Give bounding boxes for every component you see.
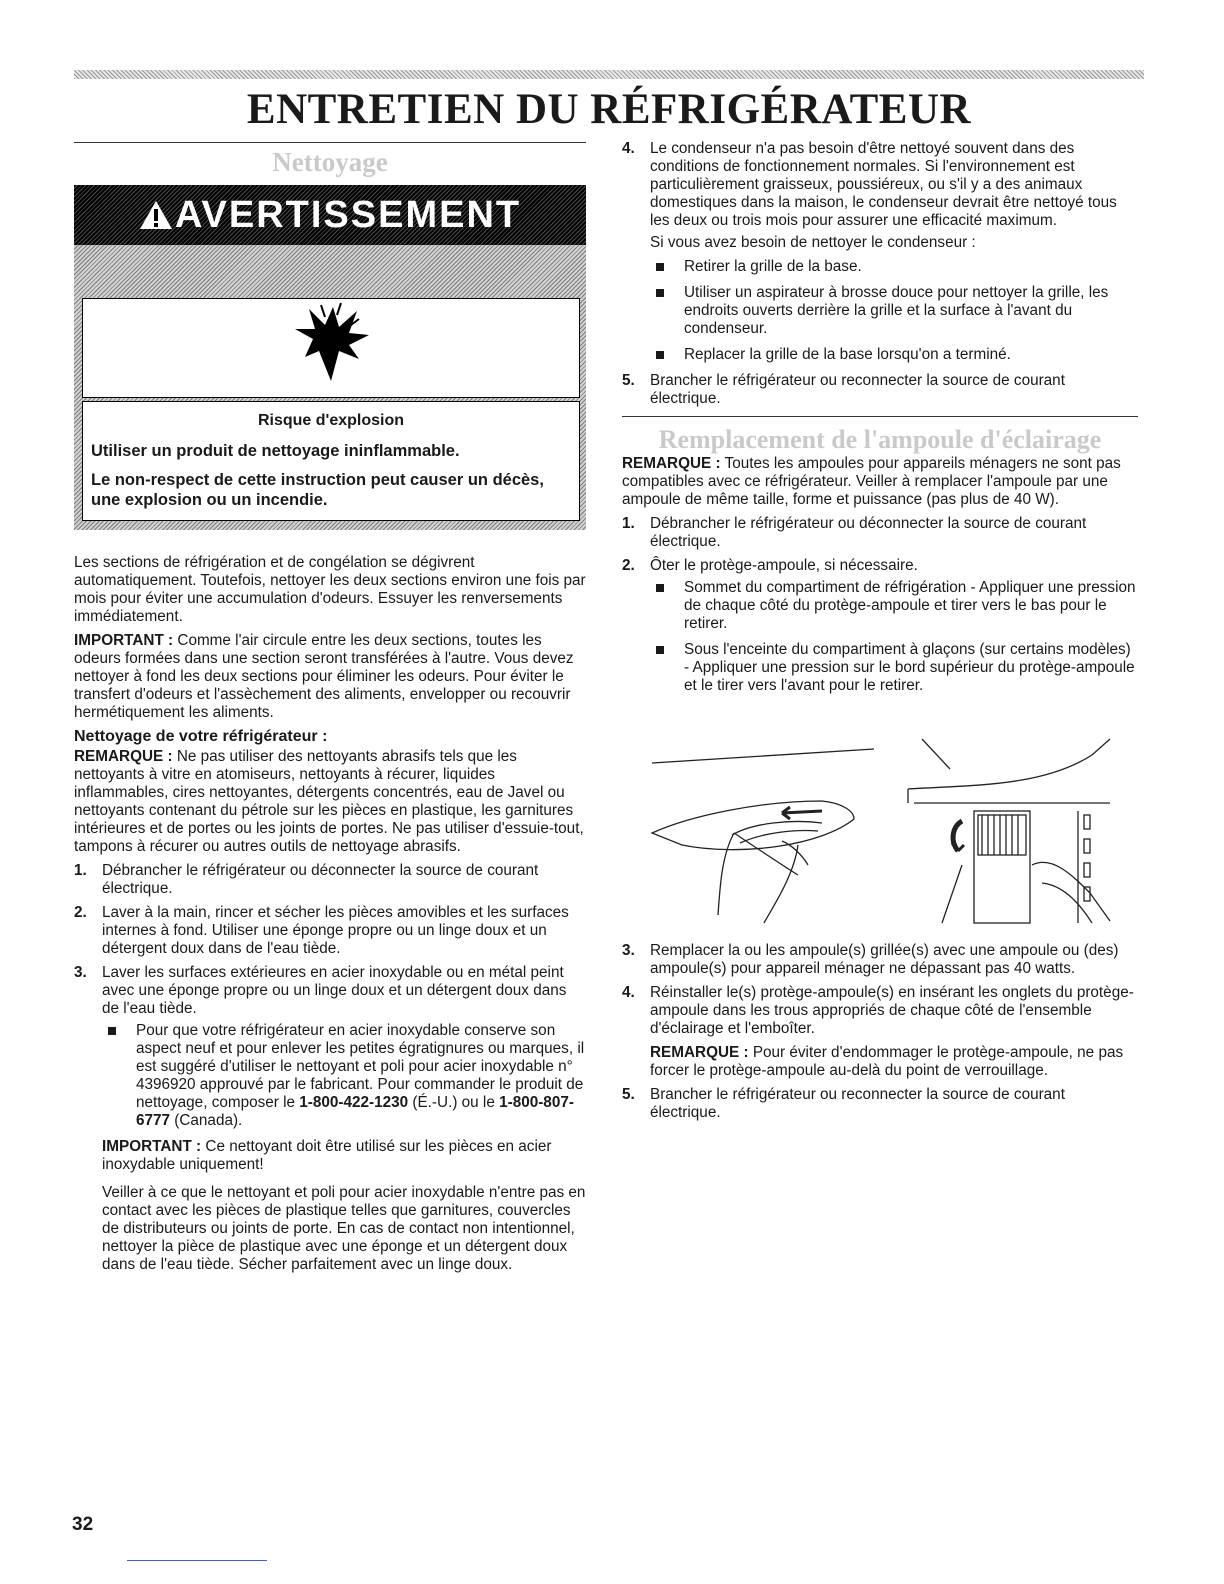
step-text: Laver les surfaces extérieures en acier inoxydable ou en métal peint avec une éponge propre ou un linge doux et un détergent doux dans de l'eau tiède.: [102, 964, 567, 1017]
list-item: [650, 579, 1138, 633]
bullet-icon: [656, 584, 664, 592]
step-text: Réinstaller le(s) protège-ampoule(s) en insérant les onglets du protège-ampoule dans les trous appropriés de chaque côté de l'ensemble d'éclairage et l'emboîter.: [650, 984, 1134, 1037]
section-rule: [622, 416, 1138, 417]
condenser-bullets: [650, 258, 1138, 364]
note-text: Ne pas utiliser des nettoyants abrasifs tels que les nettoyants à vitre en atomiseurs, nettoyants à récurer, liquides inflammables, cires nettoyantes, détergents concentrés, eau de Javel ou nettoyants contenant du pétrole sur les pièces en plastique, les garnitures intérieures et de portes ou les joints de portes. Ne pas utiliser d'essuie-tout, tampons à récurer ou autres outils de nettoyage abrasifs.: [74, 748, 584, 855]
step-number: 3.: [622, 942, 635, 959]
step-text: Laver à la main, rincer et sécher les pièces amovibles et les surfaces internes à fond. Utiliser une éponge propre ou un linge doux et un détergent doux dans de l'eau tiède.: [102, 904, 569, 957]
warning-hazard: Risque d'explosion: [257, 412, 405, 429]
condenser-intro: Si vous avez besoin de nettoyer le condenseur :: [650, 234, 976, 251]
list-item: [622, 1086, 1138, 1122]
bullet-text: Pour que votre réfrigérateur en acier inoxydable conserve son aspect neuf et pour enlever les petites égratignures ou marques, il est suggéré d'utiliser le nettoyant et poli pour acier inoxydable n° 4396920 approuvé par le fabricant. Pour commander le produit de nettoyage, composer le: [136, 1022, 585, 1111]
note-label: REMARQUE :: [650, 1044, 749, 1061]
cleaning-subheading: Nettoyage de votre réfrigérateur :: [74, 728, 328, 745]
caution-paragraph: Veiller à ce que le nettoyant et poli pour acier inoxydable n'entre pas en contact avec les pièces de plastique telles que garnitures, couvercles de distributeurs ou joints de porte. En cas de contact non intentionnel, nettoyer la pièce de plastique avec une éponge et un détergent doux dans de l'eau tiède. Sécher parfaitement avec un linge doux.: [102, 1184, 586, 1273]
important-label: IMPORTANT :: [74, 632, 174, 649]
page-title: ENTRETIEN DU RÉFRIGÉRATEUR: [246, 86, 972, 133]
step-number: 5.: [622, 372, 635, 389]
list-item: [74, 862, 586, 898]
warning-line-1: Utiliser un produit de nettoyage ininflammable.: [91, 442, 460, 460]
cleaning-steps: [74, 862, 586, 1274]
step-number: 1.: [622, 515, 635, 532]
top-decorative-bar: [74, 70, 1144, 79]
note-text: Pour éviter d'endommager le protège-ampoule, ne pas forcer le protège-ampoule au-delà du point de verrouillage.: [650, 1044, 1124, 1079]
step-text: Remplacer la ou les ampoule(s) grillée(s) avec une ampoule ou (des) ampoule(s) pour appareil ménager ne dépassant pas 40 watts.: [650, 942, 1119, 977]
bullet-icon: [656, 263, 664, 271]
bullet-text: (É.-U.) ou le: [408, 1094, 500, 1111]
important-text: Comme l'air circule entre les deux sections, toutes les odeurs formées dans une section seront transférées à l'autre. Vous devez nettoyer à fond les deux sections pour éliminer les odeurs. Pour éviter le transfert d'odeurs et l'assèchement des aliments, envelopper ou recouvrir hermétiquement les aliments.: [74, 632, 574, 721]
list-item: [622, 372, 1138, 408]
step-text: Le condenseur n'a pas besoin d'être nettoyé souvent dans des conditions de fonctionnement normales. Si l'environnement est particulièrement graisseux, poussiéreux, ou s'il y a des animaux domestiques dans la maison, le condenseur devrait être nettoyé tous les deux ou trois mois pour assurer une efficacité maximum.: [650, 140, 1117, 229]
right-column: [622, 140, 1138, 1128]
list-item: [622, 140, 1138, 364]
warning-triangle-icon: [139, 200, 173, 230]
list-item: [622, 557, 1138, 695]
list-item: [74, 1022, 586, 1130]
section-rule: [74, 142, 586, 143]
list-item: [650, 284, 1138, 338]
bullet-text: Sommet du compartiment de réfrigération - Appliquer une pression de chaque côté du protège-ampoule et tirer vers le bas pour le retirer.: [684, 579, 1136, 632]
warning-text-panel: [82, 401, 580, 521]
step-number: 4.: [622, 140, 635, 157]
bulb-steps: [622, 515, 1138, 695]
step-text: Débrancher le réfrigérateur ou déconnecter la source de courant électrique.: [650, 515, 1087, 550]
list-item: [650, 258, 1138, 276]
list-item: [622, 984, 1138, 1080]
important-paragraph: [74, 632, 586, 722]
bulb-steps-continued: [622, 942, 1138, 1122]
bulb-cover-illustration: [622, 715, 1122, 925]
bullet-icon: [656, 351, 664, 359]
list-item: [650, 346, 1138, 364]
step-number: 3.: [74, 964, 87, 981]
bullet-icon: [656, 289, 664, 297]
step-text: Brancher le réfrigérateur ou reconnecter la source de courant électrique.: [650, 372, 1065, 407]
warning-line-2: Le non-respect de cette instruction peut causer un décès, une explosion ou un incendie.: [91, 471, 544, 509]
important2-paragraph: [102, 1138, 586, 1174]
list-item: [74, 904, 586, 958]
bullet-text: Sous l'enceinte du compartiment à glaçons (sur certains modèles) - Appliquer une pression sur le bord supérieur du protège-ampoule et le tirer vers l'avant pour le retirer.: [684, 641, 1135, 694]
cleaning-steps-continued: [622, 140, 1138, 408]
explosion-icon: [83, 299, 579, 397]
list-item: [650, 641, 1138, 695]
phone-canada: 1-800-807-6777: [136, 1094, 574, 1129]
step-number: 5.: [622, 1086, 635, 1103]
cleaning-section-title: Nettoyage: [272, 147, 388, 177]
step-text: Débrancher le réfrigérateur ou déconnecter la source de courant électrique.: [102, 862, 539, 897]
step-number: 2.: [622, 557, 635, 574]
bullet-text: (Canada).: [170, 1112, 243, 1129]
bulb-note2-paragraph: [650, 1044, 1138, 1080]
note-paragraph: [74, 748, 586, 856]
bullet-icon: [108, 1027, 116, 1035]
footer-line: [127, 1560, 267, 1561]
page-number: 32: [72, 1514, 94, 1535]
bullet-text: Retirer la grille de la base.: [684, 258, 862, 275]
bulb-section-title: Remplacement de l'ampoule d'éclairage: [658, 425, 1102, 454]
bulb-bullets: [650, 579, 1138, 695]
cleaning-intro: Les sections de réfrigération et de congélation se dégivrent automatiquement. Toutefois, nettoyer les deux sections environ une fois par mois pour éviter une accumulation d'odeurs. Essuyer les renversements immédiatement.: [74, 554, 586, 625]
step-number: 1.: [74, 862, 87, 879]
left-column: [74, 142, 586, 1280]
bullet-text: Replacer la grille de la base lorsqu'on a terminé.: [684, 346, 1011, 363]
bulb-note-paragraph: [622, 455, 1138, 509]
stainless-bullets: [102, 1022, 586, 1130]
warning-box: [74, 185, 586, 530]
phone-us: 1-800-422-1230: [299, 1094, 409, 1111]
list-item: [74, 964, 586, 1274]
list-item: [622, 515, 1138, 551]
bullet-text: Utiliser un aspirateur à brosse douce pour nettoyer la grille, les endroits ouverts derrière la grille et la surface à l'avant du condenseur.: [684, 284, 1109, 337]
warning-icon-panel: [82, 298, 580, 398]
step-number: 2.: [74, 904, 87, 921]
warning-heading: AVERTISSEMENT: [174, 194, 522, 236]
step-text: Ôter le protège-ampoule, si nécessaire.: [650, 557, 918, 574]
important2-text: Ce nettoyant doit être utilisé sur les pièces en acier inoxydable uniquement!: [102, 1138, 552, 1173]
step-text: Brancher le réfrigérateur ou reconnecter la source de courant électrique.: [650, 1086, 1065, 1121]
important2-label: IMPORTANT :: [102, 1138, 202, 1155]
note-text: Toutes les ampoules pour appareils ménagers ne sont pas compatibles avec ce réfrigérateur. Veiller à remplacer l'ampoule par une ampoule de même taille, forme et puissance (pas plus de 40 W).: [622, 455, 1121, 508]
note-label: REMARQUE :: [622, 455, 721, 472]
bullet-icon: [656, 646, 664, 654]
warning-header: [74, 185, 586, 245]
list-item: [622, 942, 1138, 978]
note-label: REMARQUE :: [74, 748, 173, 765]
step-number: 4.: [622, 984, 635, 1001]
